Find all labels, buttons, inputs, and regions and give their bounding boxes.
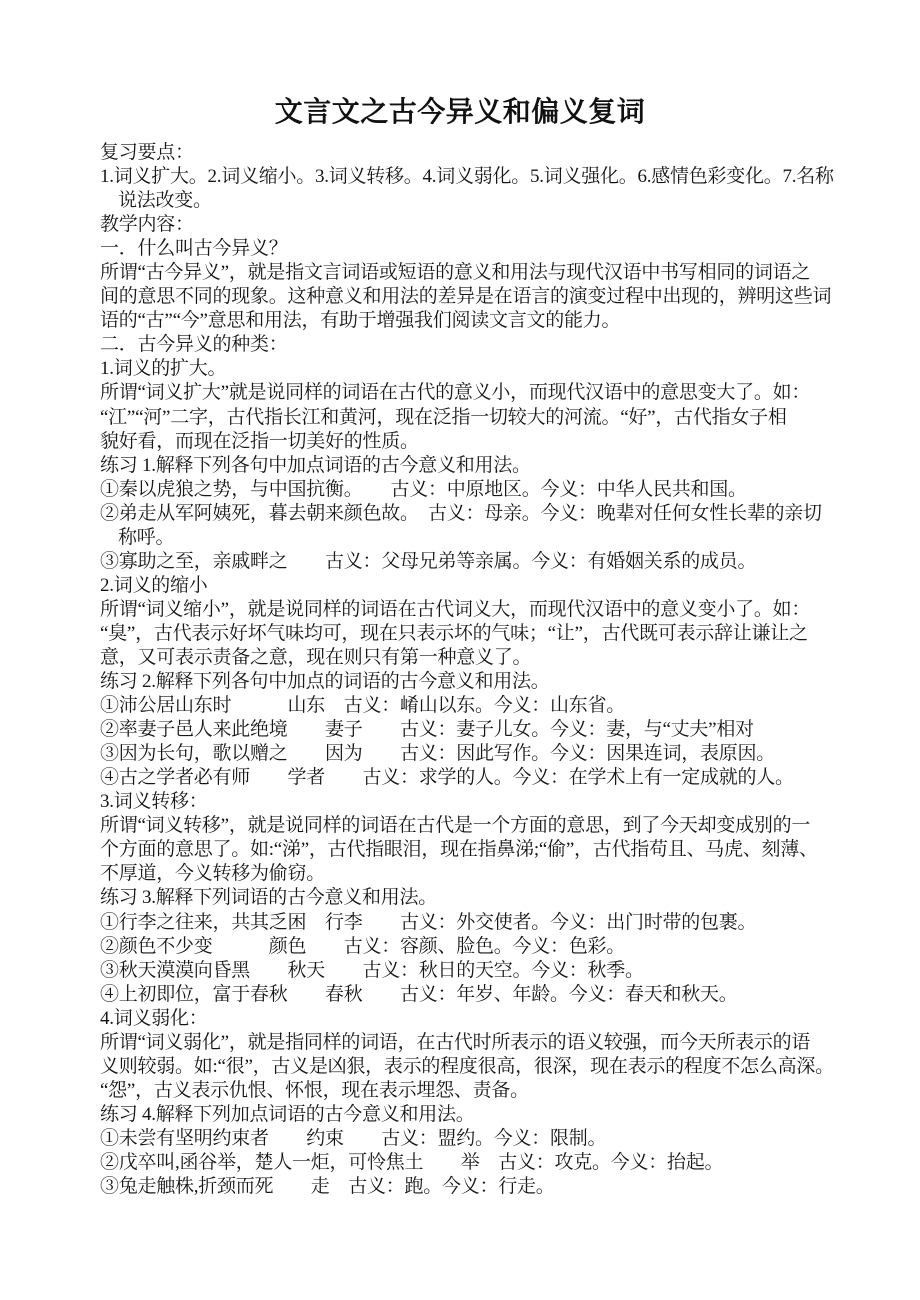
document-line: 一．什么叫古今异义？ <box>100 238 288 260</box>
document-line: 练习 1.解释下列各句中加点词语的古今意义和用法。 <box>100 454 531 476</box>
document-line: 4.词义弱化： <box>100 1007 208 1029</box>
document-line: 2.词义的缩小 <box>100 574 208 596</box>
document-line: 所谓“古今异义”，就是指文言词语或短语的意义和用法与现代汉语中书写相同的词语之 <box>100 262 811 284</box>
document-line: ④古之学者必有师 学者 古义：求学的人。今义：在学术上有一定成就的人。 <box>100 767 794 789</box>
document-line: ②戊卒叫,函谷举，楚人一炬，可怜焦土 举 古义：攻克。今义：抬起。 <box>100 1151 724 1173</box>
document-line: 语的“古”“今”意思和用法，有助于增强我们阅读文言文的能力。 <box>100 310 621 332</box>
document-line: 间的意思不同的现象。这种意义和用法的差异是在语言的演变过程中出现的，辨明这些词 <box>100 286 832 308</box>
document-line: 3.词义转移： <box>100 791 208 813</box>
document-line: 二．古今异义的种类： <box>100 334 288 356</box>
document-line: 说法改变。 <box>118 190 212 212</box>
document-title: 文言文之古今异义和偏义复词 <box>274 97 646 128</box>
document-line: ③因为长句，歌以赠之 因为 古义：因此写作。今义：因果连词，表原因。 <box>100 743 776 765</box>
document-line: ②颜色不少变 颜色 古义：容颜、脸色。今义：色彩。 <box>100 935 626 957</box>
document-line: ③兔走触株,折颈而死 走 古义：跑。今义：行走。 <box>100 1176 555 1198</box>
document-line: 意，又可表示责备之意，现在则只有第一种意义了。 <box>100 646 532 668</box>
document-line: 所谓“词义转移”，就是说同样的词语在古代是一个方面的意思，到了今天却变成别的一 <box>100 815 811 837</box>
document-line: 不厚道，今义转移为偷窃。 <box>100 863 326 885</box>
document-line: “臭”，古代表示好坏气味均可，现在只表示坏的气味；“让”，古代既可表示辞让谦让之 <box>100 622 808 644</box>
document-line: 所谓“词义扩大”就是说同样的词语在古代的意义小，而现代汉语中的意思变大了。如： <box>100 382 811 404</box>
document-line: 1.词义的扩大。 <box>100 358 227 380</box>
document-line: ②率妻子邑人来此绝境 妻子 古义：妻子儿女。今义：妻，与“丈夫”相对 <box>100 719 754 741</box>
document-line: 1.词义扩大。2.词义缩小。3.词义转移。4.词义弱化。5.词义强化。6.感情色彩变化。7.名称 <box>100 166 834 188</box>
document-line: 教学内容： <box>100 214 194 236</box>
document-line: 貌好看，而现在泛指一切美好的性质。 <box>100 430 419 452</box>
document-line: 所谓“词义弱化”，就是指同样的词语，在古代时所表示的语义较强，而今天所表示的语 <box>100 1031 811 1053</box>
document-line: ③寡助之至，亲戚畔之 古义：父母兄弟等亲属。今义：有婚姻关系的成员。 <box>100 550 757 572</box>
document-line: 个方面的意思了。如:“涕”，古代指眼泪，现在指鼻涕;“偷”，古代指苟且、马虎、刻薄、 <box>100 839 818 861</box>
document-line: “怨”，古义表示仇恨、怀恨，现在表示埋怨、责备。 <box>100 1079 529 1101</box>
document-line: ②弟走从军阿姨死，暮去朝来颜色故。 古义：母亲。今义：晚辈对任何女性长辈的亲切 <box>100 502 822 524</box>
document-line: ③秋天漠漠向昏黑 秋天 古义：秋日的天空。今义：秋季。 <box>100 959 644 981</box>
document-line: 义则较弱。如:“很”，古义是凶狠，表示的程度很高，很深，现在表示的程度不怎么高深。 <box>100 1055 834 1077</box>
document-line: 练习 4.解释下列加点词语的古今意义和用法。 <box>100 1103 475 1125</box>
document-line: ④上初即位，富于春秋 春秋 古义：年岁、年龄。今义：春天和秋天。 <box>100 983 738 1005</box>
document-line: ①沛公居山东时 山东 古义：崤山以东。今义：山东省。 <box>100 695 626 717</box>
document-line: 练习 2.解释下列各句中加点的词语的古今意义和用法。 <box>100 671 550 693</box>
document-line: 称呼。 <box>118 526 175 548</box>
document-line: 复习要点： <box>100 142 194 163</box>
document-line: 练习 3.解释下列词语的古今意义和用法。 <box>100 887 438 909</box>
document-line: ①行李之往来，共其乏困 行李 古义：外交使者。今义：出门时带的包裹。 <box>100 911 757 933</box>
document-line: “江”“河”二字，古代指长江和黄河，现在泛指一切较大的河流。“好”，古代指女子相 <box>100 406 787 428</box>
document-line: ①秦以虎狼之势，与中国抗衡。 古义：中原地区。今义：中华人民共和国。 <box>100 478 747 500</box>
document-line: ①未尝有坚明约束者 约束 古义：盟约。今义：限制。 <box>100 1127 607 1149</box>
document-body <box>100 141 870 1199</box>
document-line: 所谓“词义缩小”，就是说同样的词语在古代词义大，而现代汉语中的意义变小了。如： <box>100 598 811 620</box>
